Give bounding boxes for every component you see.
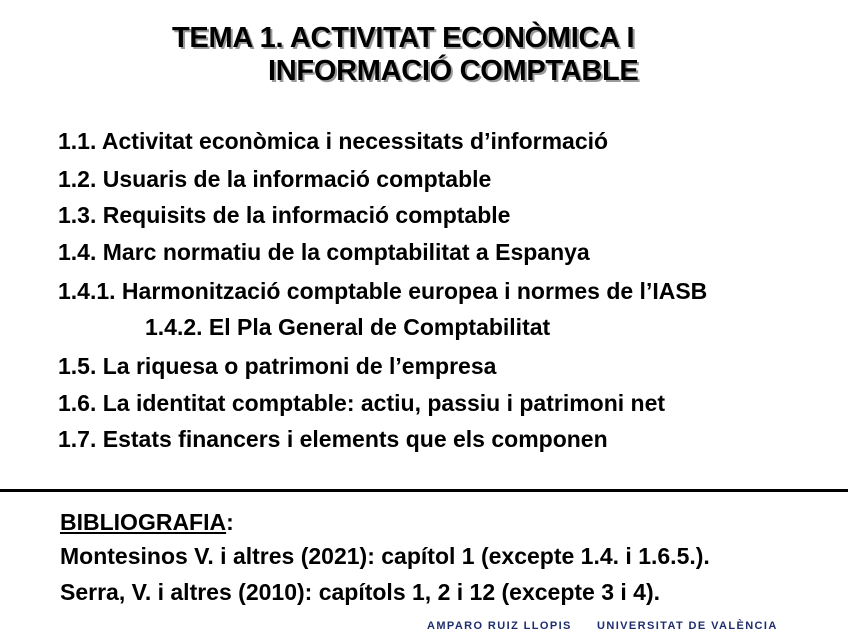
- bibliography-heading: [60, 508, 234, 536]
- footer-author: AMPARO RUIZ LLOPIS: [427, 620, 572, 632]
- footer-university: UNIVERSITAT DE VALÈNCIA: [597, 620, 778, 632]
- section-divider: [0, 489, 848, 492]
- toc-item-1-7: 1.7. Estats financers i elements que els componen: [58, 426, 608, 452]
- toc-item-1-4-2: 1.4.2. El Pla General de Comptabilitat: [145, 314, 551, 340]
- toc-item-1-6: 1.6. La identitat comptable: actiu, passiu i patrimoni net: [58, 390, 666, 416]
- toc-item-1-1: 1.1. Activitat econòmica i necessitats d’informació: [58, 128, 609, 154]
- bibliography-heading-label: BIBLIOGRAFIA: [60, 509, 227, 535]
- title-line-2: INFORMACIÓ COMPTABLE: [268, 55, 639, 87]
- bibliography-item-2: Serra, V. i altres (2010): capítols 1, 2 i 12 (excepte 3 i 4).: [60, 579, 661, 605]
- toc-item-1-2: 1.2. Usuaris de la informació comptable: [58, 166, 492, 192]
- bibliography-item-1: Montesinos V. i altres (2021): capítol 1 (excepte 1.4. i 1.6.5.).: [60, 543, 710, 569]
- title-line-1: TEMA 1. ACTIVITAT ECONÒMICA I: [172, 22, 635, 54]
- toc-item-1-5: 1.5. La riquesa o patrimoni de l’empresa: [58, 353, 497, 379]
- toc-item-1-4: 1.4. Marc normatiu de la comptabilitat a Espanya: [58, 239, 590, 265]
- toc-item-1-3: 1.3. Requisits de la informació comptable: [58, 202, 511, 228]
- bibliography-heading-colon: :: [226, 509, 234, 535]
- toc-item-1-4-1: 1.4.1. Harmonització comptable europea i normes de l’IASB: [58, 278, 708, 304]
